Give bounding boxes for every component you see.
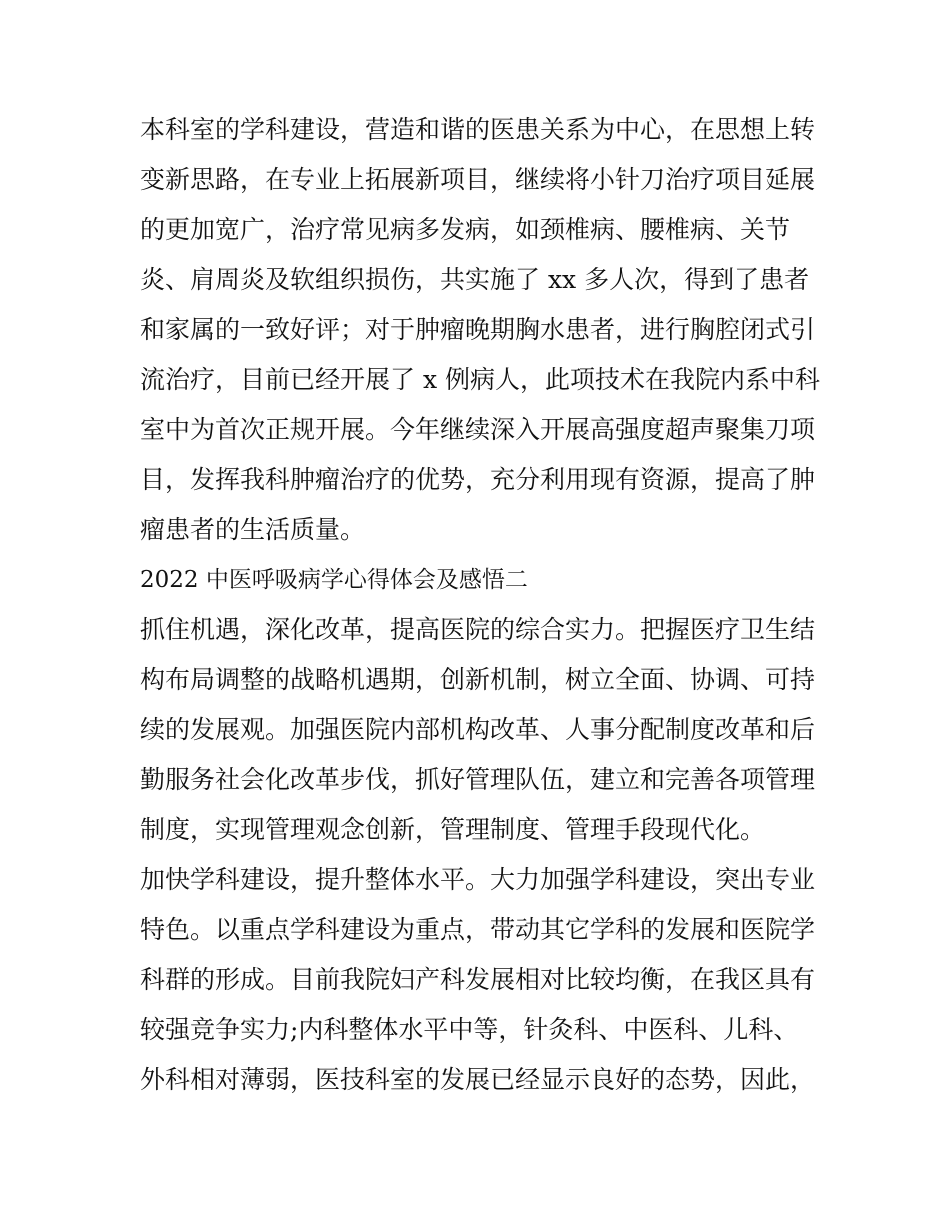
paragraph-3-line-2: 特色。以重点学科建设为重点，带动其它学科的发展和医院学 bbox=[140, 915, 816, 944]
paragraph-1-line-6: 流治疗，目前已经开展了 x 例病人，此项技术在我院内系中科 bbox=[140, 365, 820, 394]
paragraph-2-line-3: 续的发展观。加强医院内部机构改革、人事分配制度改革和后 bbox=[140, 715, 816, 744]
paragraph-3-line-1: 加快学科建设，提升整体水平。大力加强学科建设，突出专业 bbox=[140, 865, 816, 894]
paragraph-2-line-2: 构布局调整的战略机遇期，创新机制，树立全面、协调、可持 bbox=[140, 665, 816, 694]
section-heading: 2022 中医呼吸病学心得体会及感悟二 bbox=[140, 567, 528, 593]
paragraph-2-line-4: 勤服务社会化改革步伐，抓好管理队伍，建立和完善各项管理 bbox=[140, 765, 816, 794]
paragraph-1-line-9: 瘤患者的生活质量。 bbox=[140, 515, 366, 544]
paragraph-1-line-7: 室中为首次正规开展。今年继续深入开展高强度超声聚集刀项 bbox=[140, 415, 816, 444]
paragraph-1-line-5: 和家属的一致好评；对于肿瘤晚期胸水患者，进行胸腔闭式引 bbox=[140, 315, 816, 344]
paragraph-3-line-4: 较强竞争实力;内科整体水平中等，针灸科、中医科、儿科、 bbox=[140, 1015, 799, 1044]
paragraph-1-line-3: 的更加宽广，治疗常见病多发病，如颈椎病、腰椎病、关节 bbox=[140, 215, 791, 244]
paragraph-1-line-8: 目，发挥我科肿瘤治疗的优势，充分利用现有资源，提高了肿 bbox=[140, 465, 816, 494]
paragraph-2-line-1: 抓住机遇，深化改革，提高医院的综合实力。把握医疗卫生结 bbox=[140, 615, 816, 644]
paragraph-1-line-1: 本科室的学科建设，营造和谐的医患关系为中心，在思想上转 bbox=[140, 115, 816, 144]
paragraph-2-line-5: 制度，实现管理观念创新，管理制度、管理手段现代化。 bbox=[140, 815, 766, 844]
paragraph-3-line-3: 科群的形成。目前我院妇产科发展相对比较均衡，在我区具有 bbox=[140, 965, 816, 994]
paragraph-3-line-5: 外科相对薄弱，医技科室的发展已经显示良好的态势，因此， bbox=[140, 1065, 816, 1094]
paragraph-1-line-2: 变新思路，在专业上拓展新项目，继续将小针刀治疗项目延展 bbox=[140, 165, 816, 194]
paragraph-1-line-4: 炎、肩周炎及软组织损伤，共实施了 xx 多人次，得到了患者 bbox=[140, 265, 810, 294]
